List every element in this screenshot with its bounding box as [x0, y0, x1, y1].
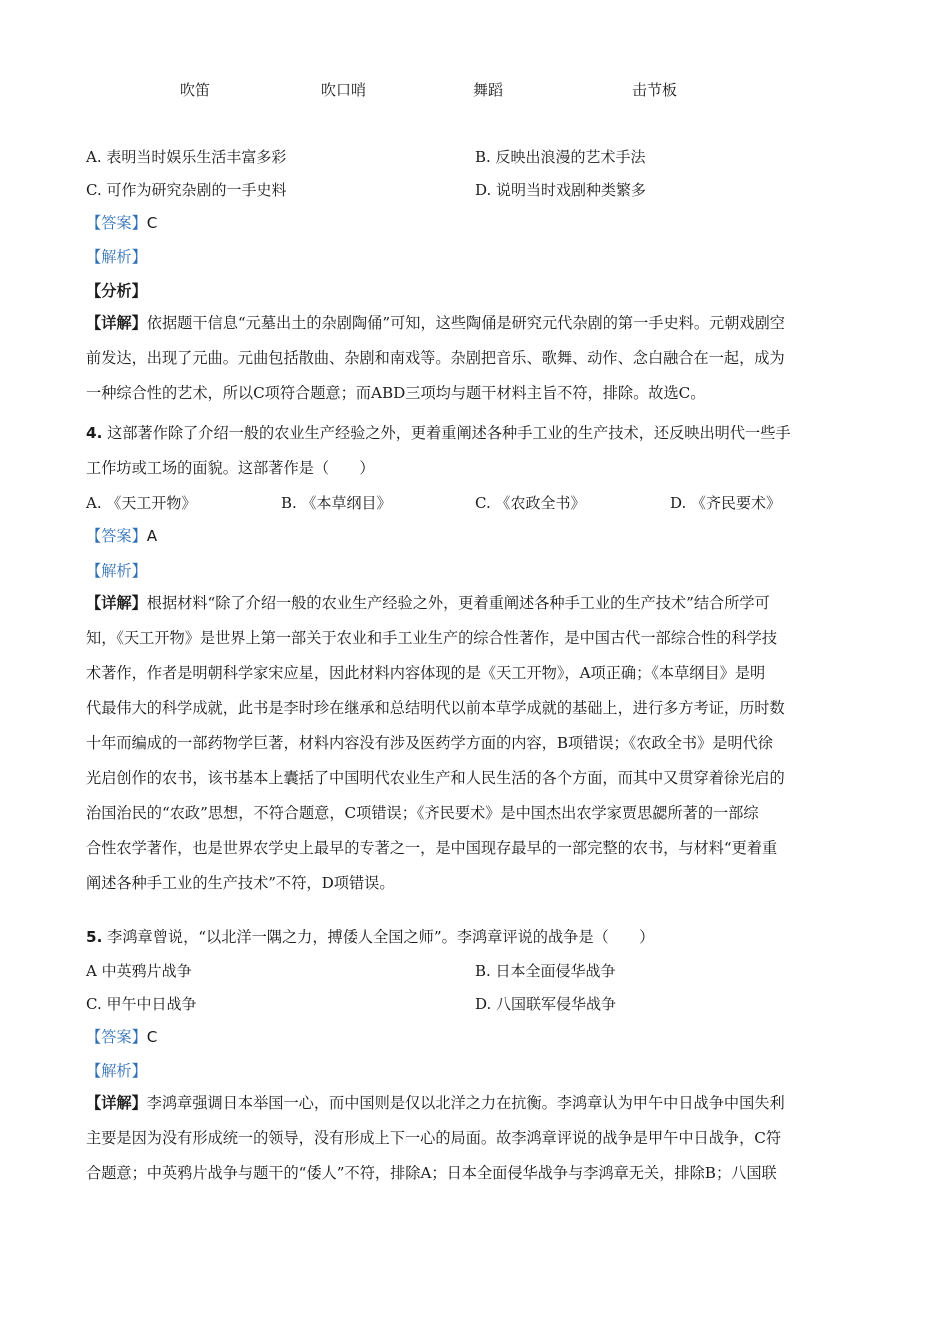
q3-answer-line	[86, 213, 157, 233]
detail-text: 光启创作的农书，该书基本上囊括了中国明代农业生产和人民生活的各个方面，而其中又贯穿着徐光启的	[86, 769, 785, 787]
fenxi-tag: 【分析】	[86, 282, 147, 300]
q4-option-c: C. 《农政全书》	[475, 494, 586, 512]
detail-text: 阐述各种手工业的生产技术”不符，D项错误。	[86, 874, 395, 892]
detail-text: 合题意；中英鸦片战争与题干的“倭人”不符，排除A；日本全面侵华战争与李鸿章无关，排除B；八国联	[86, 1164, 777, 1182]
detail-text: 术著作，作者是明朝科学家宋应星，因此材料内容体现的是《天工开物》，A项正确；《本草纲目》是明	[86, 664, 766, 682]
q4-option-d: D. 《齐民要术》	[670, 494, 782, 512]
q5-option-a: A 中英鸦片战争	[86, 962, 192, 980]
figure-caption: 吹口哨	[321, 81, 367, 99]
detail-text: 根据材料“除了介绍一般的农业生产经验之外，更着重阐述各种手工业的生产技术”结合所学可	[146, 594, 770, 612]
q4-analysis-tag-line	[86, 561, 147, 581]
answer-tag: 【答案】	[86, 527, 147, 545]
stem-text: 这部著作除了介绍一般的农业生产经验之外，更着重阐述各种手工业的生产技术，还反映出明代一些手	[107, 424, 791, 442]
q4-option-b: B. 《本草纲目》	[281, 494, 392, 512]
q4-answer-line	[86, 526, 157, 546]
answer-tag: 【答案】	[86, 1028, 147, 1046]
q3-analysis-tag-line	[86, 247, 147, 267]
detail-text: 治国治民的“农政”思想，不符合题意，C项错误；《齐民要术》是中国杰出农学家贾思勰所著的一部综	[86, 804, 759, 822]
q3-option-a: A. 表明当时娱乐生活丰富多彩	[86, 148, 287, 166]
q5-option-d: D. 八国联军侵华战争	[475, 995, 617, 1013]
q3-detail	[86, 306, 866, 411]
answer-value: C	[146, 214, 158, 232]
answer-tag: 【答案】	[86, 214, 147, 232]
answer-value: C	[146, 1028, 158, 1046]
q3-option-b: B. 反映出浪漫的艺术手法	[475, 148, 646, 166]
detail-text: 依据题干信息“元墓出土的杂剧陶俑”可知，这些陶俑是研究元代杂剧的第一手史料。元朝戏剧空	[146, 314, 785, 332]
q5-answer-line	[86, 1027, 157, 1047]
q4-detail	[86, 586, 866, 901]
analysis-tag: 【解析】	[86, 562, 147, 580]
figure-caption: 舞蹈	[473, 81, 504, 99]
detail-text: 合性农学著作，也是世界农学史上最早的专著之一，是中国现存最早的一部完整的农书，与材料“更着重	[86, 839, 778, 857]
q3-option-c: C. 可作为研究杂剧的一手史料	[86, 181, 287, 199]
q4-option-a: A. 《天工开物》	[86, 494, 197, 512]
q4-stem	[86, 416, 866, 486]
detail-text: 一种综合性的艺术，所以C项符合题意；而ABD三项均与题干材料主旨不符，排除。故选C。	[86, 384, 706, 402]
detail-tag: 【详解】	[86, 1094, 147, 1112]
stem-text: 工作坊或工场的面貌。这部著作是（ ）	[86, 459, 375, 477]
q5-detail	[86, 1086, 866, 1191]
detail-text: 主要是因为没有形成统一的领导，没有形成上下一心的局面。故李鸿章评说的战争是甲午中日战争，C符	[86, 1129, 782, 1147]
detail-tag: 【详解】	[86, 594, 147, 612]
stem-text: 李鸿章曾说，“以北洋一隅之力，搏倭人全国之师”。李鸿章评说的战争是（ ）	[107, 928, 655, 946]
q5-stem	[86, 927, 654, 947]
detail-text: 前发达，出现了元曲。元曲包括散曲、杂剧和南戏等。杂剧把音乐、歌舞、动作、念白融合在一起，成为	[86, 349, 785, 367]
detail-text: 李鸿章强调日本举国一心，而中国则是仅以北洋之力在抗衡。李鸿章认为甲午中日战争中国失利	[146, 1094, 785, 1112]
question-number: 4.	[86, 424, 103, 442]
q5-option-c: C. 甲午中日战争	[86, 995, 197, 1013]
analysis-tag: 【解析】	[86, 1062, 147, 1080]
question-number: 5.	[86, 928, 103, 946]
analysis-tag: 【解析】	[86, 248, 147, 266]
q5-option-b: B. 日本全面侵华战争	[475, 962, 616, 980]
detail-text: 十年而编成的一部药物学巨著，材料内容没有涉及医药学方面的内容，B项错误；《农政全书》是明代徐	[86, 734, 773, 752]
q3-option-d: D. 说明当时戏剧种类繁多	[475, 181, 647, 199]
detail-text: 知，《天工开物》是世界上第一部关于农业和手工业生产的综合性著作，是中国古代一部综合性的科学技	[86, 629, 778, 647]
figure-caption: 吹笛	[180, 81, 211, 99]
detail-tag: 【详解】	[86, 314, 147, 332]
answer-value: A	[146, 527, 158, 545]
detail-text: 代最伟大的科学成就，此书是李时珍在继承和总结明代以前本草学成就的基础上，进行多方考证，历时数	[86, 699, 785, 717]
q5-analysis-tag-line	[86, 1061, 147, 1081]
q3-fenxi-line	[86, 281, 147, 301]
figure-caption: 击节板	[632, 81, 678, 99]
